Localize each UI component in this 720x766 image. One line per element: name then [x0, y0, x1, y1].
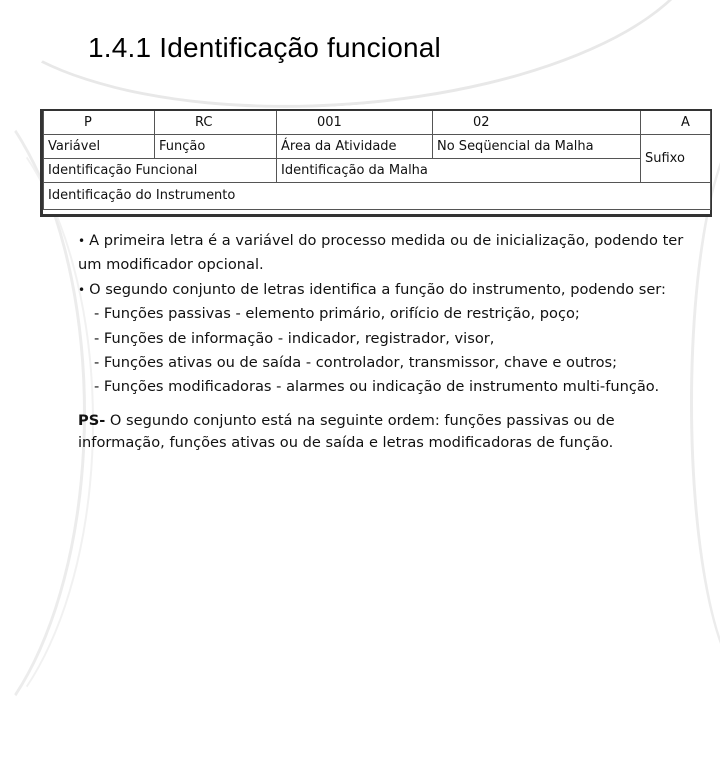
ps-note	[78, 410, 698, 454]
segment-cell: Variável	[44, 135, 155, 159]
letter-cell: 001	[277, 110, 433, 135]
segment-cell: Função	[155, 135, 277, 159]
letter-cell: A	[641, 110, 711, 135]
sub-item: - Funções passivas - elemento primário, orifício de restrição, poço;	[94, 305, 580, 323]
segment-cell: Área da Atividade	[277, 135, 433, 159]
bullet-paragraph	[78, 278, 698, 302]
bullet-text: A primeira letra é a variável do processo medida ou de inicialização, podendo ter um modificador opcional.	[78, 232, 684, 274]
bullet-icon: •	[78, 234, 86, 248]
segments-row	[44, 135, 711, 159]
functional-id-cell: Identificação Funcional	[44, 159, 277, 183]
suffix-cell: Sufixo	[641, 135, 711, 183]
letter-cell: RC	[155, 110, 277, 135]
instrument-id-cell: Identificação do Instrumento	[44, 183, 711, 210]
letter-cell: 02	[433, 110, 641, 135]
code-letters-row	[44, 110, 711, 135]
instrument-row	[44, 183, 711, 210]
sub-item: - Funções modificadoras - alarmes ou indicação de instrumento multi-função.	[94, 378, 660, 396]
sub-item: - Funções ativas ou de saída - controlador, transmissor, chave e outros;	[94, 354, 618, 372]
bullet-text: O segundo conjunto de letras identifica a função do instrumento, podendo ser:	[89, 280, 666, 298]
letter-cell: P	[44, 110, 155, 135]
loop-id-cell: Identificação da Malha	[277, 159, 641, 183]
instrument-code-table	[43, 109, 711, 210]
bullet-icon: •	[78, 282, 86, 297]
bullet-paragraph	[78, 229, 698, 278]
ps-label: PS-	[78, 411, 106, 429]
sub-item: - Funções de informação - indicador, registrador, visor,	[94, 329, 495, 347]
ps-text: O segundo conjunto está na seguinte ordem: funções passivas ou de informação, funções ativas ou de saída e letras modificadoras de função.	[78, 411, 615, 451]
instrument-code-figure	[40, 109, 712, 217]
group-row	[44, 159, 711, 183]
slide-title: 1.4.1 Identificação funcional	[88, 32, 441, 63]
segment-cell: No Seqüencial da Malha	[433, 135, 641, 159]
body-text	[78, 229, 698, 454]
